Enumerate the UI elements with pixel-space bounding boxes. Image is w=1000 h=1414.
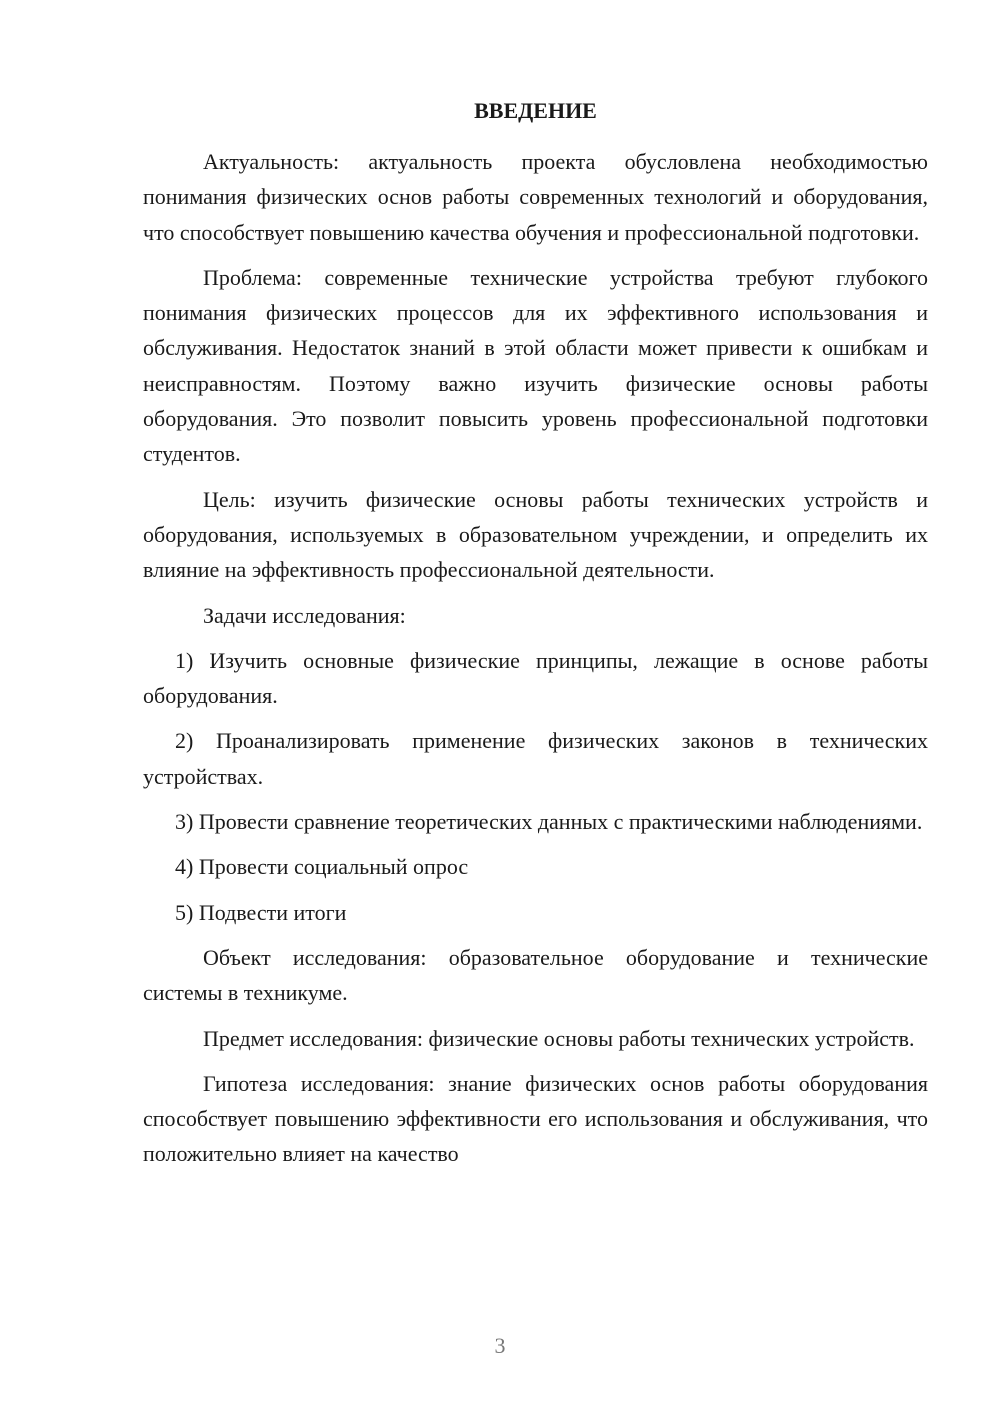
paragraph-goal: Цель: изучить физические основы работы технических устройств и оборудования, используемых в образовательном учреждении, и определить их влияние на эффективность профессиональной деятельности. xyxy=(143,486,928,583)
list-item-task-5: 5) Подвести итоги xyxy=(175,899,347,925)
paragraph-problem: Проблема: современные технические устройства требуют глубокого понимания физических процессов для их эффективного использования и обслуживания. Недостаток знаний в этой области может привести к ошибкам и неисправностям. Поэтому важно изучить физические основы работы оборудования. Это позволит повысить уровень профессиональной подготовки студентов. xyxy=(143,264,928,467)
document-page xyxy=(143,95,928,1182)
paragraph-hypothesis: Гипотеза исследования: знание физических основ работы оборудования способствует повышению эффективности его использования и обслуживания, что положительно влияет на качество xyxy=(143,1070,928,1167)
paragraph-subject: Предмет исследования: физические основы работы технических устройств. xyxy=(203,1025,915,1051)
page-title: ВВЕДЕНИЕ xyxy=(474,98,597,123)
page-number: 3 xyxy=(494,1333,506,1358)
list-item-task-1: 1) Изучить основные физические принципы, лежащие в основе работы оборудования. xyxy=(143,647,928,709)
list-item-task-3: 3) Провести сравнение теоретических данных с практическими наблюдениями. xyxy=(175,809,923,835)
paragraph-tasks-heading: Задачи исследования: xyxy=(203,602,406,628)
paragraph-object: Объект исследования: образовательное оборудование и технические системы в техникуме. xyxy=(143,944,928,1006)
list-item-task-2: 2) Проанализировать применение физических законов в технических устройствах. xyxy=(143,728,928,789)
paragraph-relevance: Актуальность: актуальность проекта обусловлена необходимостью понимания физических основ работы современных технологий и оборудования, что способствует повышению качества обучения и профессиональной подготовки. xyxy=(143,149,928,245)
list-item-task-4: 4) Провести социальный опрос xyxy=(175,854,469,880)
